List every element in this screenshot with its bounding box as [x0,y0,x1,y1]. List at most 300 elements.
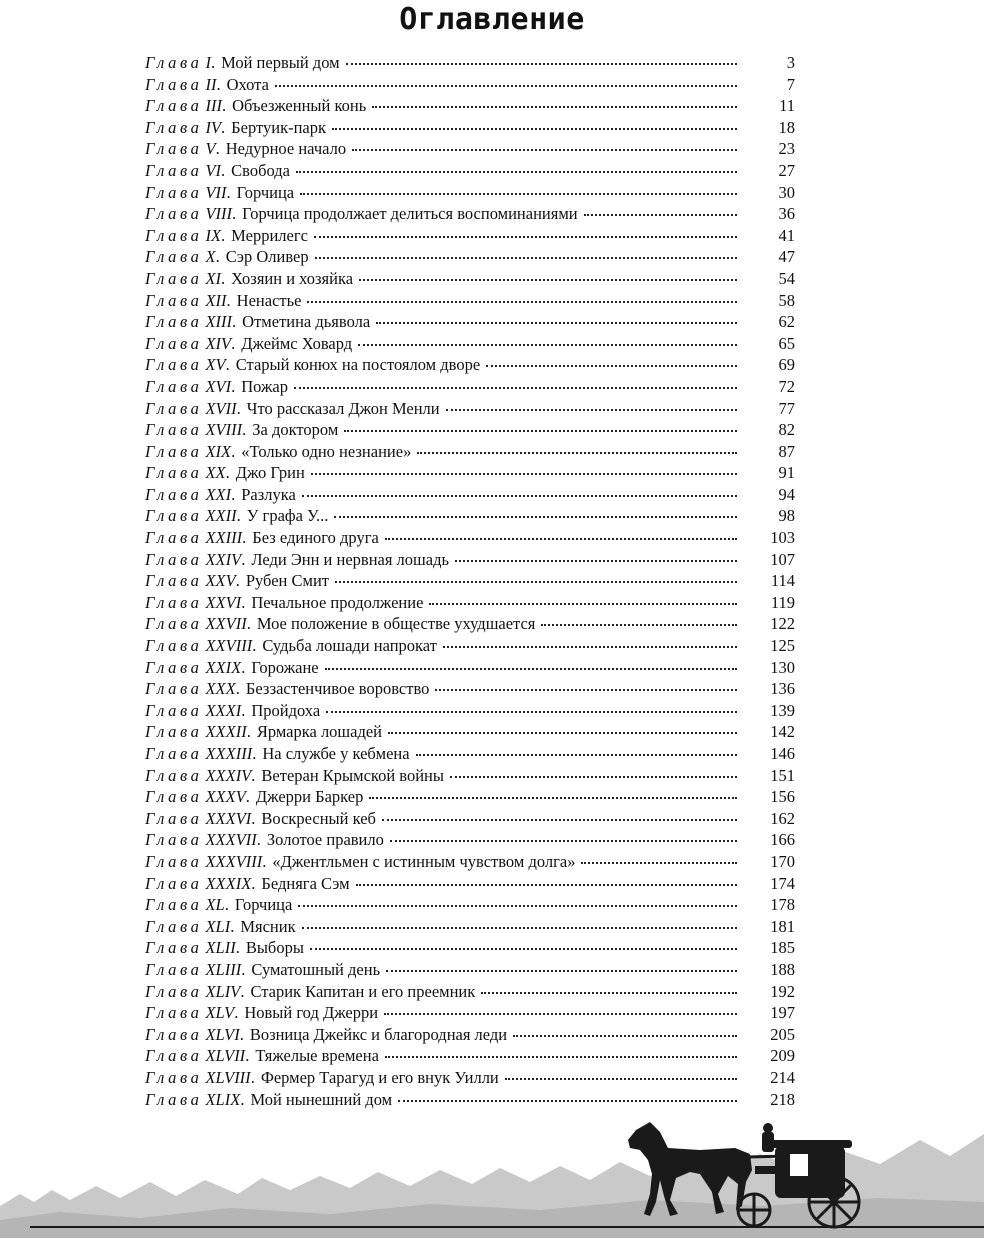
dot-leader [385,1054,737,1058]
chapter-page-number: 139 [770,700,795,720]
toc-entry [145,74,795,96]
chapter-prefix: Глава [145,376,203,396]
toc-entry [145,786,795,808]
chapter-prefix: Глава [145,830,203,850]
chapter-title: Мой первый дом [221,53,340,72]
chapter-prefix: Глава [145,895,203,915]
chapter-number: XXI [205,484,232,504]
chapter-page-number: 185 [770,938,795,958]
toc-entry [145,505,795,527]
toc-entry [145,808,795,830]
toc-entry [145,138,795,160]
toc-entry [145,894,795,916]
chapter-page-number: 103 [770,528,795,548]
toc-entry [145,117,795,139]
chapter-prefix: Глава [145,355,203,375]
toc-entry [145,333,795,355]
chapter-title: «Только одно незнание» [241,441,412,461]
chapter-number-dot: . [235,679,240,699]
chapter-number-dot: . [246,614,251,634]
chapter-number: XXXVII [205,830,257,850]
chapter-prefix: Глава [145,765,203,785]
dot-leader [358,342,737,346]
chapter-number-dot: . [225,355,230,375]
chapter-prefix: Глава [145,96,203,116]
page-title: Оглавление [399,2,585,37]
dot-leader [455,558,737,562]
chapter-number: XLIV [205,981,241,1001]
chapter-number: XXXIII [205,744,253,763]
toc-entry [145,700,795,722]
chapter-page-number: 188 [770,959,795,979]
dot-leader [513,1033,737,1037]
dot-leader [417,450,737,454]
toc-entry [145,182,795,204]
chapter-number-dot: . [250,1067,255,1087]
chapter-number-dot: . [226,182,231,202]
chapter-number: XXV [205,571,236,591]
toc-entry [145,419,795,441]
chapter-number: XLVII [205,1046,246,1066]
chapter-title: На службе у кебмена [262,744,410,763]
chapter-page-number: 146 [770,744,795,763]
toc-entry [145,1089,795,1111]
chapter-number: XLI [205,916,231,936]
chapter-number-dot: . [251,765,256,785]
chapter-number: XVII [205,398,237,418]
chapter-page-number: 114 [770,571,795,591]
chapter-page-number: 151 [770,765,795,785]
chapter-prefix: Глава [145,268,203,288]
chapter-prefix: Глава [145,225,203,245]
chapter-number: XVI [205,376,232,396]
toc-entry [145,592,795,614]
chapter-page-number: 142 [770,722,795,742]
chapter-page-number: 130 [770,657,795,677]
chapter-number-dot: . [231,333,236,353]
toc-entry [145,160,795,182]
toc-entry [145,376,795,398]
dot-leader [388,730,737,734]
chapter-title: Горчица [234,895,293,915]
chapter-prefix: Глава [145,700,203,720]
toc-entry [145,916,795,938]
chapter-title: Недурное начало [225,139,347,159]
chapter-title: Хозяин и хозяйка [231,268,354,288]
chapter-title: Горчица [236,182,295,202]
chapter-number-dot: . [231,376,236,396]
chapter-number: XXIII [205,528,243,548]
chapter-page-number: 174 [770,873,795,893]
chapter-title: Леди Энн и нервная лошадь [251,549,449,569]
chapter-title: Тяжелые времена [255,1046,379,1066]
chapter-title: Сэр Оливер [225,247,309,267]
chapter-page-number: 47 [778,247,795,267]
toc-entry [145,1045,795,1067]
chapter-number: XXXIV [205,765,252,785]
toc-entry [145,937,795,959]
dot-leader [581,860,737,864]
chapter-title: Возница Джейкс и благородная леди [249,1024,508,1044]
chapter-number: I [205,53,211,72]
dot-leader [310,946,737,950]
chapter-title: Без единого друга [252,528,379,548]
toc-entry [145,246,795,268]
chapter-number-dot: . [236,398,241,418]
chapter-title: Мое положение в обществе ухудшается [256,614,536,634]
chapter-page-number: 136 [770,679,795,699]
dot-leader [325,666,737,670]
chapter-number: XXII [205,506,237,526]
chapter-prefix: Глава [145,333,203,353]
chapter-number-dot: . [245,1046,250,1066]
chapter-number-dot: . [242,420,247,440]
chapter-title: Горожане [251,657,319,677]
chapter-number: XXIX [205,657,242,677]
chapter-prefix: Глава [145,808,203,828]
chapter-prefix: Глава [145,657,203,677]
chapter-prefix: Глава [145,1046,203,1066]
chapter-prefix: Глава [145,528,203,548]
chapter-page-number: 181 [770,916,795,936]
dot-leader [311,471,737,475]
chapter-number-dot: . [234,1003,239,1023]
chapter-number-dot: . [221,117,226,137]
chapter-page-number: 62 [778,312,795,332]
chapter-prefix: Глава [145,74,203,94]
chapter-prefix: Глава [145,851,203,871]
chapter-page-number: 82 [778,420,795,440]
chapter-title: Охота [226,74,269,94]
chapter-prefix: Глава [145,636,203,656]
chapter-number: VII [205,182,227,202]
chapter-page-number: 23 [778,139,795,159]
chapter-number-dot: . [241,700,246,720]
chapter-page-number: 87 [778,441,795,461]
dot-leader [372,104,737,108]
chapter-prefix: Глава [145,571,203,591]
chapter-prefix: Глава [145,1067,203,1087]
toc-entry [145,225,795,247]
chapter-title: «Джентльмен с истинным чувством долга» [272,851,576,871]
chapter-title: Мой нынешний дом [250,1089,393,1109]
chapter-number-dot: . [262,851,267,871]
chapter-prefix: Глава [145,981,203,1001]
dot-leader [429,601,737,605]
chapter-title: Джерри Баркер [255,787,364,807]
dot-leader [356,882,737,886]
chapter-page-number: 65 [778,333,795,353]
chapter-title: Судьба лошади напрокат [262,636,437,656]
chapter-number: XXXVIII [205,851,263,871]
chapter-title: Джеймс Ховард [241,333,353,353]
chapter-prefix: Глава [145,182,203,202]
chapter-page-number: 107 [770,549,795,569]
chapter-number-dot: . [246,722,251,742]
chapter-number-dot: . [232,204,237,224]
chapter-page-number: 192 [770,981,795,1001]
chapter-number: XLIII [205,959,242,979]
chapter-page-number: 197 [770,1003,795,1023]
dot-leader [384,1011,737,1015]
toc-entry [145,290,795,312]
chapter-number-dot: . [241,959,246,979]
dot-leader [446,407,737,411]
chapter-number-dot: . [240,981,245,1001]
dot-leader [334,514,737,518]
dot-leader [352,147,737,151]
dot-leader [541,622,737,626]
chapter-page-number: 58 [778,290,795,310]
toc-entry [145,1002,795,1024]
chapter-number: XXXI [205,700,242,720]
toc-entry [145,95,795,117]
toc-entry [145,635,795,657]
chapter-prefix: Глава [145,679,203,699]
dot-leader [481,990,737,994]
chapter-number-dot: . [235,571,240,591]
chapter-title: Золотое правило [266,830,384,850]
dot-leader [294,385,737,389]
chapter-number: XXVI [205,592,242,612]
chapter-number: XXXIX [205,873,252,893]
horse-carriage-illustration [0,1110,984,1248]
chapter-number-dot: . [221,160,226,180]
chapter-prefix: Глава [145,160,203,180]
chapter-number: XXXV [205,787,246,807]
toc-entry [145,721,795,743]
toc-entry [145,398,795,420]
chapter-number: XV [205,355,226,375]
chapter-prefix: Глава [145,398,203,418]
toc-entry [145,959,795,981]
toc-entry [145,570,795,592]
chapter-page-number: 54 [778,268,795,288]
chapter-number-dot: . [215,247,220,267]
toc-entry [145,52,795,74]
chapter-number-dot: . [256,830,261,850]
chapter-number-dot: . [239,1024,244,1044]
chapter-prefix: Глава [145,744,203,763]
chapter-prefix: Глава [145,139,203,159]
chapter-page-number: 122 [770,614,795,634]
dot-leader [300,191,737,195]
toc-entry [145,462,795,484]
chapter-number: XLV [205,1003,235,1023]
chapter-number: XXXVI [205,808,252,828]
chapter-number: IV [205,117,222,137]
chapter-number-dot: . [221,96,227,116]
chapter-title: Суматошный день [251,959,381,979]
chapter-prefix: Глава [145,722,203,742]
chapter-number-dot: . [251,808,256,828]
chapter-title: Выборы [245,938,304,958]
chapter-number-dot: . [230,916,235,936]
chapter-prefix: Глава [145,420,203,440]
chapter-number: XXXII [205,722,247,742]
chapter-prefix: Глава [145,53,203,72]
chapter-prefix: Глава [145,549,203,569]
chapter-title: Горчица продолжает делиться воспоминаниями [242,204,578,224]
dot-leader [302,493,737,497]
dot-leader [335,579,737,583]
dot-leader [385,536,737,540]
chapter-number-dot: . [231,484,236,504]
chapter-title: Ненастье [236,290,302,310]
chapter-page-number: 119 [770,592,795,612]
dot-leader [369,795,737,799]
chapter-page-number: 170 [770,851,795,871]
chapter-page-number: 91 [778,463,795,483]
dot-leader [584,212,737,216]
toc-entry [145,549,795,571]
chapter-number: XIX [205,441,232,461]
chapter-prefix: Глава [145,1024,203,1044]
dot-leader [450,774,737,778]
chapter-prefix: Глава [145,506,203,526]
chapter-number: XX [205,463,226,483]
chapter-title: Объезженный конь [232,96,367,116]
chapter-number: XLVIII [205,1067,251,1087]
chapter-number: XXVIII [205,636,253,656]
chapter-title: Печальное продолжение [251,592,424,612]
chapter-title: Пройдоха [251,700,321,720]
chapter-number: XII [205,290,227,310]
chapter-title: За доктором [252,420,339,440]
chapter-prefix: Глава [145,1089,203,1109]
chapter-title: Воскресный кеб [261,808,376,828]
toc-entry [145,851,795,873]
toc-entry [145,268,795,290]
chapter-number: III [205,96,222,116]
chapter-number-dot: . [251,873,256,893]
chapter-page-number: 162 [770,808,795,828]
toc-entry [145,678,795,700]
chapter-number-dot: . [232,312,237,332]
dot-leader [314,234,737,238]
chapter-title: Что рассказал Джон Менли [246,398,440,418]
chapter-number: XXIV [205,549,242,569]
chapter-number-dot: . [225,463,230,483]
dot-leader [359,277,737,281]
toc-entry [145,829,795,851]
chapter-page-number: 30 [778,182,795,202]
dot-leader [443,644,737,648]
chapter-title: Отметина дьявола [242,312,371,332]
chapter-title: Старик Капитан и его преемник [250,981,476,1001]
chapter-title: Разлука [241,484,296,504]
toc-entry [145,484,795,506]
chapter-number-dot: . [240,1089,245,1109]
chapter-number-dot: . [215,139,220,159]
chapter-prefix: Глава [145,247,203,267]
chapter-page-number: 98 [778,506,795,526]
dot-leader [275,83,737,87]
chapter-number: XLIX [205,1089,241,1109]
dot-leader [376,320,737,324]
chapter-page-number: 27 [778,160,795,180]
dot-leader [346,61,737,65]
chapter-number-dot: . [216,74,221,94]
toc-entry [145,1024,795,1046]
chapter-page-number: 36 [778,204,795,224]
dot-leader [302,925,737,929]
chapter-page-number: 178 [770,895,795,915]
chapter-page-number: 69 [778,355,795,375]
chapter-prefix: Глава [145,787,203,807]
chapter-number: XL [205,895,225,915]
chapter-number: XXVII [205,614,247,634]
dot-leader [344,428,737,432]
chapter-number-dot: . [241,549,246,569]
chapter-title: Джо Грин [235,463,305,483]
chapter-page-number: 72 [778,376,795,396]
dot-leader [332,126,737,130]
dot-leader [416,752,737,756]
chapter-prefix: Глава [145,614,203,634]
chapter-number-dot: . [252,636,257,656]
dot-leader [315,255,737,259]
toc-entry [145,441,795,463]
chapter-number-dot: . [252,744,257,763]
chapter-number-dot: . [224,895,229,915]
chapter-page-number: 166 [770,830,795,850]
chapter-page-number: 218 [770,1089,795,1109]
chapter-number: XVIII [205,420,243,440]
chapter-number: XLVI [205,1024,240,1044]
chapter-title: Рубен Смит [245,571,329,591]
chapter-title: Фермер Тарагуд и его внук Уилли [260,1067,499,1087]
chapter-prefix: Глава [145,873,203,893]
dot-leader [435,687,737,691]
chapter-prefix: Глава [145,484,203,504]
chapter-number-dot: . [241,657,246,677]
chapter-prefix: Глава [145,1003,203,1023]
dot-leader [382,817,737,821]
dot-leader [386,968,737,972]
chapter-number: XIII [205,312,233,332]
chapter-number: IX [205,225,222,245]
chapter-page-number: 7 [786,74,795,94]
chapter-prefix: Глава [145,117,203,137]
toc-entry [145,613,795,635]
dot-leader [307,299,737,303]
chapter-number: XLII [205,938,236,958]
toc-entry [145,743,795,765]
chapter-title: Пожар [241,376,288,396]
chapter-number: XIV [205,333,232,353]
chapter-page-number: 214 [770,1067,795,1087]
chapter-prefix: Глава [145,204,203,224]
chapter-page-number: 11 [779,96,795,116]
chapter-number: VIII [205,204,233,224]
chapter-number-dot: . [241,592,246,612]
chapter-title: Ветеран Крымской войны [261,765,444,785]
chapter-number-dot: . [242,528,247,548]
chapter-number-dot: . [210,53,216,72]
chapter-prefix: Глава [145,938,203,958]
chapter-page-number: 94 [778,484,795,504]
chapter-page-number: 125 [770,636,795,656]
dot-leader [486,363,737,367]
chapter-prefix: Глава [145,312,203,332]
chapter-prefix: Глава [145,290,203,310]
chapter-number-dot: . [221,225,226,245]
toc-entry [145,354,795,376]
chapter-number: II [205,74,217,94]
toc-entry [145,311,795,333]
toc-entry [145,657,795,679]
